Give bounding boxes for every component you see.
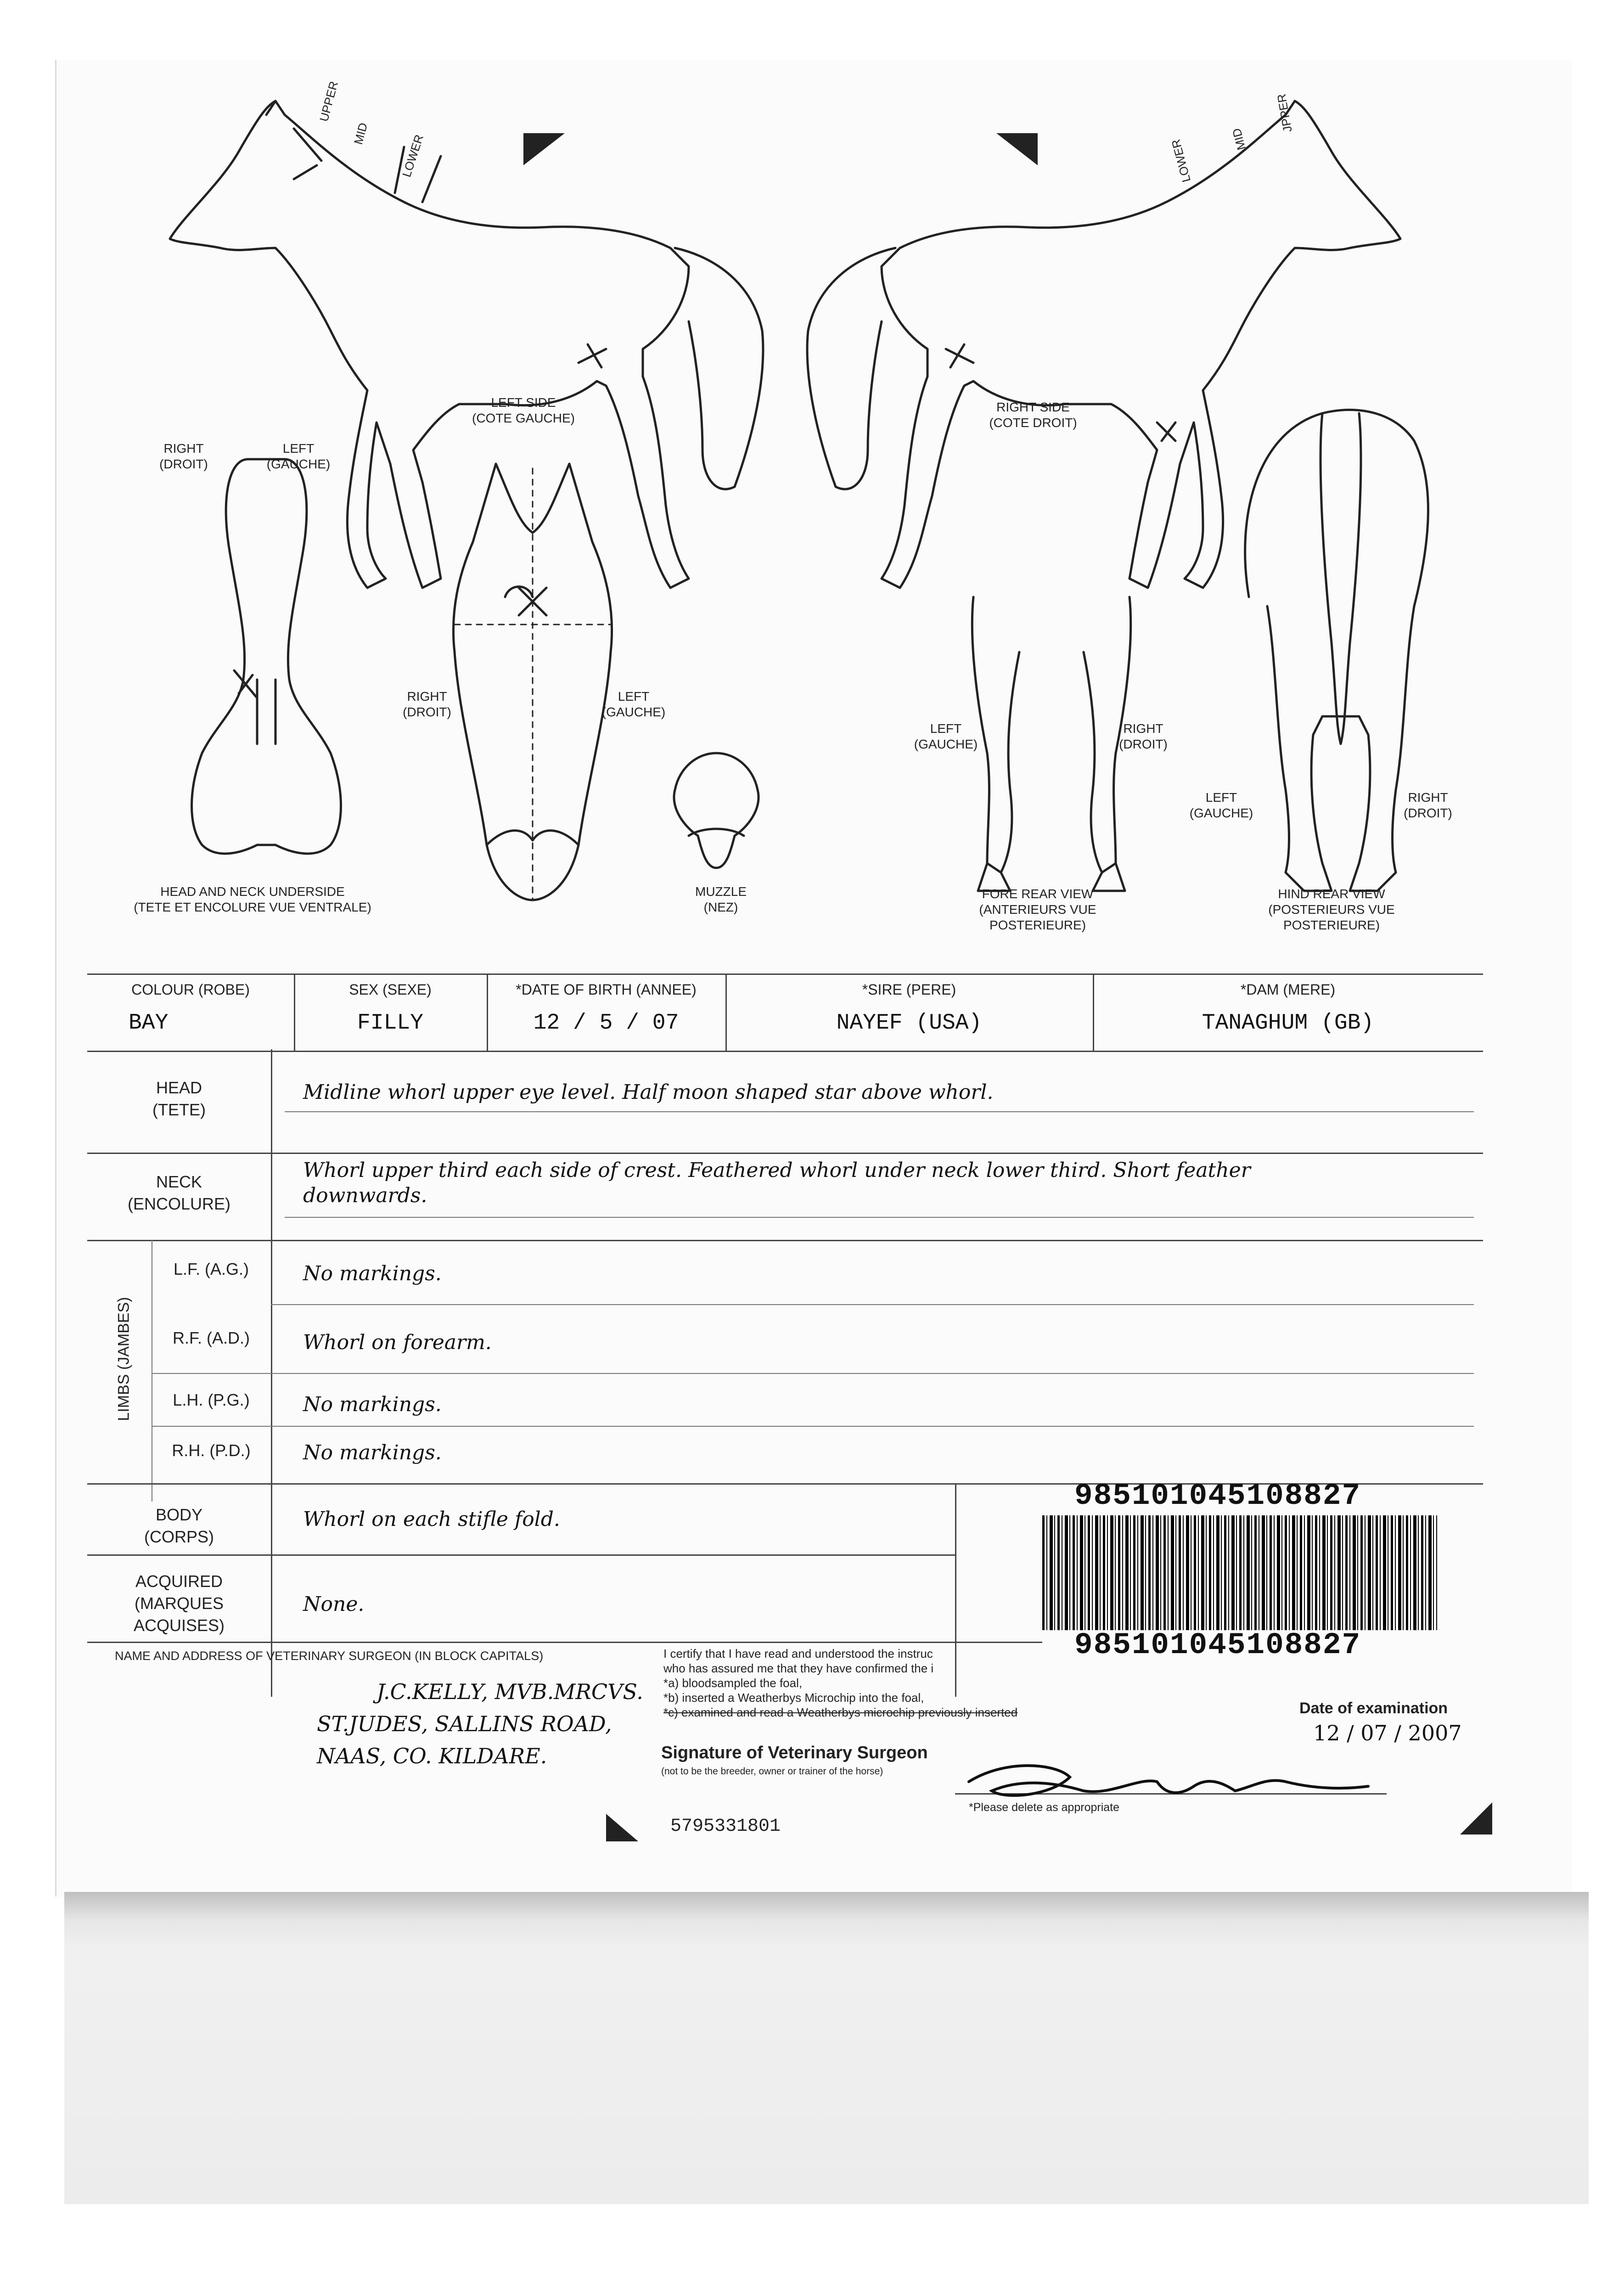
neck-description-line-2: downwards. <box>303 1184 427 1207</box>
microchip-number-top: 985101045108827 <box>1074 1479 1361 1513</box>
dob-label: *DATE OF BIRTH (ANNEE) <box>516 981 697 998</box>
rh-description: No markings. <box>303 1441 442 1464</box>
sex-value: FILLY <box>357 1011 424 1035</box>
row-divider <box>87 1642 1042 1643</box>
microchip-number-bottom: 985101045108827 <box>1074 1628 1361 1662</box>
body-description: Whorl on each stifle fold. <box>303 1508 560 1531</box>
certify-text-line-1: I certify that I have read and understood the instruc <box>663 1647 933 1660</box>
delete-note: *Please delete as appropriate <box>969 1801 1120 1814</box>
label-mid: MID <box>351 121 371 146</box>
body-label: BODY (CORPS) <box>144 1505 214 1546</box>
label-mid-right: MID <box>1229 127 1248 152</box>
limbs-label: LIMBS (JAMBES) <box>115 1297 133 1421</box>
hind-right-label: RIGHT (DROIT) <box>1404 790 1452 820</box>
acquired-description: None. <box>303 1593 365 1616</box>
colour-cell <box>87 975 295 1051</box>
pedigree-header-row <box>87 974 1483 1052</box>
rf-description: Whorl on forearm. <box>303 1331 492 1354</box>
hind-rear-view-label: HIND REAR VIEW (POSTERIEURS VUE POSTERIEURE) <box>1268 887 1395 932</box>
certify-text-line-2: who has assured me that they have confirmed the i <box>663 1661 934 1675</box>
lf-label: L.F. (A.G.) <box>173 1260 249 1278</box>
horse-identification-diagram <box>0 0 1624 978</box>
acquired-label: ACQUIRED (MARQUES ACQUISES) <box>133 1572 225 1635</box>
vet-name: J.C.KELLY, MVB.MRCVS. <box>376 1679 643 1704</box>
microchip-barcode <box>1042 1515 1437 1630</box>
horse-left-side-figure <box>170 101 763 588</box>
certify-option-c: *c) examined and read a Weatherbys microchip previously inserted <box>663 1705 1018 1719</box>
fore-right-label: RIGHT (DROIT) <box>1119 721 1168 751</box>
vet-name-address-label: NAME AND ADDRESS OF VETERINARY SURGEON (IN BLOCK CAPITALS) <box>115 1649 544 1663</box>
corner-marker-icon <box>523 133 565 174</box>
fore-left-label: LEFT (GAUCHE) <box>914 721 978 751</box>
writing-line <box>285 1217 1474 1218</box>
right-side-label: RIGHT SIDE (COTE DROIT) <box>989 400 1077 430</box>
lh-description: No markings. <box>303 1393 442 1416</box>
row-divider <box>87 1153 1483 1154</box>
sire-value: NAYEF (USA) <box>836 1011 982 1035</box>
head-right-label: RIGHT (DROIT) <box>403 689 451 719</box>
signature-note: (not to be the breeder, owner or trainer of the horse) <box>661 1766 883 1777</box>
muzzle-label: MUZZLE (NEZ) <box>695 884 747 914</box>
certify-option-a: *a) bloodsampled the foal, <box>663 1676 803 1690</box>
lf-description: No markings. <box>303 1262 442 1285</box>
rf-label: R.F. (A.D.) <box>173 1328 250 1347</box>
vet-address-line-2: NAAS, CO. KILDARE. <box>317 1744 547 1768</box>
dam-label: *DAM (MERE) <box>1240 981 1336 998</box>
sex-label: SEX (SEXE) <box>349 981 432 998</box>
muzzle-figure <box>674 753 759 868</box>
writing-line <box>271 1304 1474 1305</box>
underside-right-label: RIGHT (DROIT) <box>159 441 208 471</box>
row-divider <box>87 1240 1483 1241</box>
corner-marker-icon <box>996 133 1038 174</box>
label-upper-right: JPPER <box>1274 93 1295 133</box>
neck-description-line-1: Whorl upper third each side of crest. Feathered whorl under neck lower third. Short feather <box>303 1159 1251 1182</box>
head-description: Midline whorl upper eye level. Half moon shaped star above whorl. <box>303 1080 994 1104</box>
corner-marker-icon <box>606 1814 638 1841</box>
certify-option-b: *b) inserted a Weatherbys Microchip into the foal, <box>663 1691 924 1705</box>
left-side-label: LEFT SIDE (COTE GAUCHE) <box>472 395 575 425</box>
label-upper: UPPER <box>317 79 341 123</box>
scanned-page-edge <box>64 1892 1589 2204</box>
writing-line <box>152 1373 1474 1374</box>
sex-cell <box>294 975 488 1051</box>
corner-marker-icon <box>1460 1802 1492 1835</box>
sire-cell <box>725 975 1094 1051</box>
writing-line <box>285 1111 1474 1112</box>
document-number: 5795331801 <box>670 1816 781 1837</box>
vet-address-line-1: ST.JUDES, SALLINS ROAD, <box>317 1711 612 1736</box>
fore-rear-view-label: FORE REAR VIEW (ANTERIEURS VUE POSTERIEURE) <box>979 887 1096 932</box>
neck-label: NECK (ENCOLURE) <box>127 1172 230 1213</box>
label-lower-right: LOWER <box>1169 138 1193 184</box>
rh-label: R.H. (P.D.) <box>172 1441 251 1460</box>
sire-label: *SIRE (PERE) <box>862 981 956 998</box>
horse-right-side-figure <box>807 101 1400 588</box>
head-neck-underside-label: HEAD AND NECK UNDERSIDE (TETE ET ENCOLURE VUE VENTRALE) <box>134 884 371 914</box>
underside-left-label: LEFT (GAUCHE) <box>266 441 331 471</box>
dam-cell <box>1093 975 1483 1051</box>
lh-label: L.H. (P.G.) <box>173 1390 250 1409</box>
head-label: HEAD (TETE) <box>152 1078 206 1119</box>
hind-left-label: LEFT (GAUCHE) <box>1189 790 1253 820</box>
label-lower: LOWER <box>399 133 426 179</box>
row-divider <box>87 1554 955 1556</box>
dob-cell <box>487 975 727 1051</box>
colour-value: BAY <box>129 1011 169 1035</box>
exam-date-label: Date of examination <box>1299 1699 1448 1717</box>
exam-date: 12 / 07 / 2007 <box>1313 1721 1462 1745</box>
signature-label: Signature of Veterinary Surgeon <box>661 1743 928 1762</box>
head-left-label: LEFT (GAUCHE) <box>601 689 666 719</box>
colour-label: COLOUR (ROBE) <box>131 981 250 998</box>
head-front-figure <box>453 464 612 900</box>
head-neck-underside-figure <box>192 459 341 854</box>
dam-value: TANAGHUM (GB) <box>1202 1011 1374 1035</box>
dob-value: 12 / 5 / 07 <box>533 1011 679 1035</box>
writing-line <box>152 1426 1474 1427</box>
barcode-box-divider <box>955 1483 956 1697</box>
